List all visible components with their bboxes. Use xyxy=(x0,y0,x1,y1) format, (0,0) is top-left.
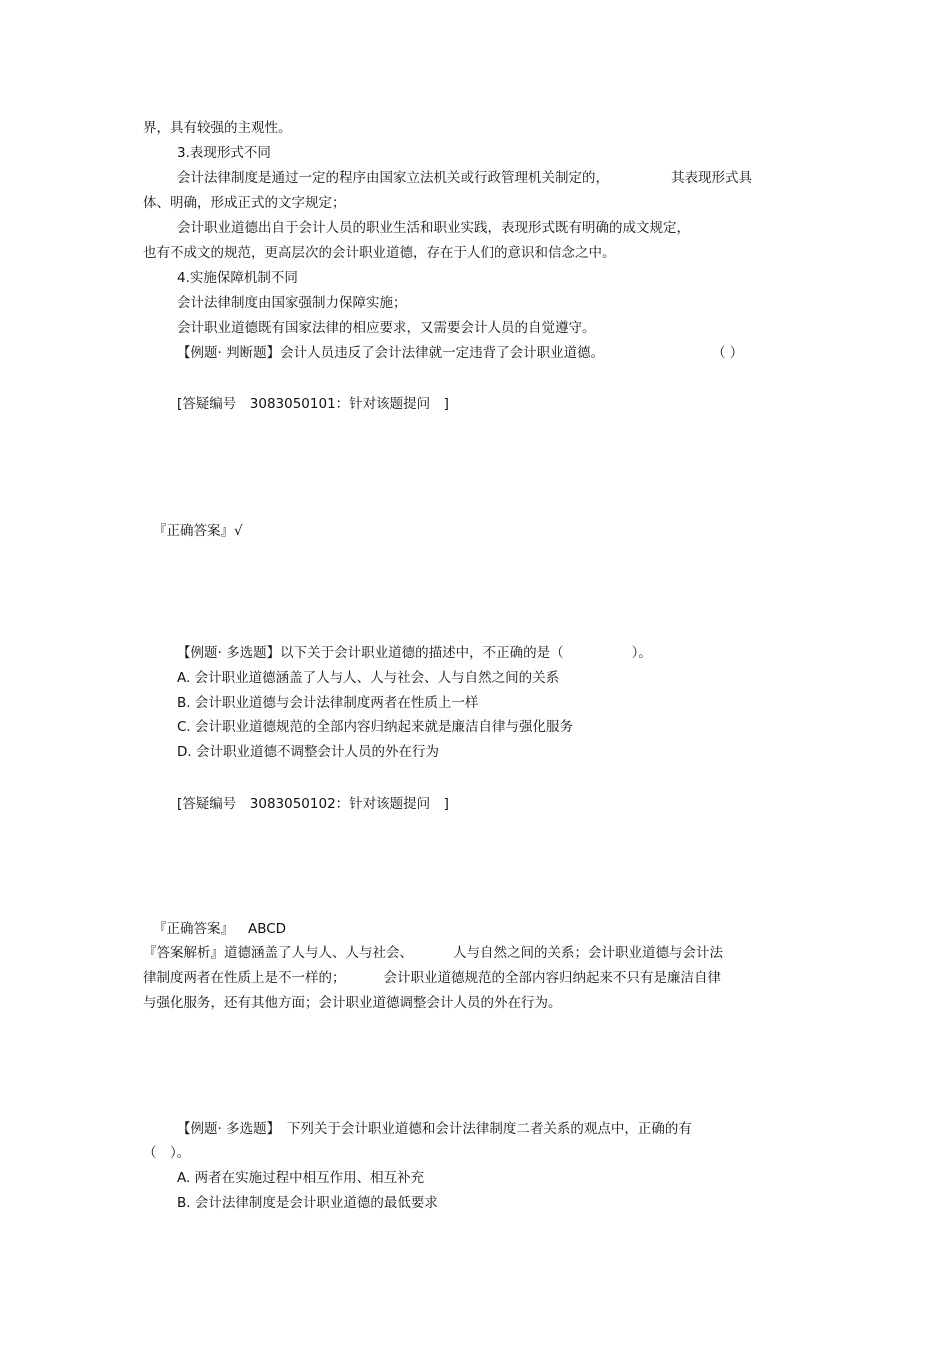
answer-analysis-line: 与强化服务，还有其他方面；会计职业道德调整会计人员的外在行为。 xyxy=(143,995,562,1011)
question-ask-link[interactable]: [答疑编号 3083050101：针对该题提问 ] xyxy=(177,396,449,412)
option-a: A. 两者在实施过程中相互作用、相互补充 xyxy=(177,1170,425,1186)
option-b: B. 会计职业道德与会计法律制度两者在性质上一样 xyxy=(177,695,479,711)
analysis-text: 律制度两者在性质上是不一样的； xyxy=(143,970,346,986)
analysis-text: 人与自然之间的关系；会计职业道德与会计法 xyxy=(453,945,723,961)
answer-analysis-line xyxy=(143,944,723,962)
option-c: C. 会计职业道德规范的全部内容归纳起来就是廉洁自律与强化服务 xyxy=(177,719,574,735)
answer-blank: （ ） xyxy=(712,345,744,361)
paragraph-line: 也有不成文的规范，更高层次的会计职业道德，存在于人们的意识和信念之中。 xyxy=(143,245,616,261)
option-d: D. 会计职业道德不调整会计人员的外在行为 xyxy=(177,744,439,760)
paragraph-line: 体、明确，形成正式的文字规定； xyxy=(143,195,346,211)
answer-analysis-line xyxy=(143,969,721,987)
question-ask-link[interactable]: [答疑编号 3083050102：针对该题提问 ] xyxy=(177,796,449,812)
section-heading-3: 3.表现形式不同 xyxy=(177,145,271,161)
question-stem: 【例题· 判断题】会计人员违反了会计法律就一定违背了会计职业道德。 xyxy=(177,345,605,361)
correct-answer: 『正确答案』√ xyxy=(153,523,243,539)
correct-answer-value: ABCD xyxy=(248,921,287,937)
question-stem-text: 【例题· 多选题】以下关于会计职业道德的描述中，不正确的是（ xyxy=(177,645,564,661)
correct-answer xyxy=(153,920,286,938)
paragraph-line xyxy=(177,169,752,187)
analysis-text: 『答案解析』道德涵盖了人与人、人与社会、 xyxy=(143,945,413,961)
section-heading-4: 4.实施保障机制不同 xyxy=(177,270,298,286)
paragraph-text: 会计法律制度是通过一定的程序由国家立法机关或行政管理机关制定的， xyxy=(177,170,609,186)
continuation-line: 界，具有较强的主观性。 xyxy=(143,120,292,136)
question-stem: 【例题· 多选题】 下列关于会计职业道德和会计法律制度二者关系的观点中，正确的有 xyxy=(177,1121,692,1137)
paragraph-line: 会计法律制度由国家强制力保障实施； xyxy=(177,295,407,311)
question-stem xyxy=(177,644,652,662)
option-a: A. 会计职业道德涵盖了人与人、人与社会、人与自然之间的关系 xyxy=(177,670,560,686)
option-b: B. 会计法律制度是会计职业道德的最低要求 xyxy=(177,1195,438,1211)
correct-answer-label: 『正确答案』 xyxy=(153,921,234,937)
question-stem-cont: （ ）。 xyxy=(143,1145,191,1161)
paragraph-line: 会计职业道德既有国家法律的相应要求，又需要会计人员的自觉遵守。 xyxy=(177,320,596,336)
paragraph-text: 其表现形式具 xyxy=(671,170,752,186)
analysis-text: 会计职业道德规范的全部内容归纳起来不只有是廉洁自律 xyxy=(383,970,721,986)
paragraph-line: 会计职业道德出自于会计人员的职业生活和职业实践，表现形式既有明确的成文规定， xyxy=(177,220,690,236)
question-stem-text: ）。 xyxy=(631,645,652,661)
